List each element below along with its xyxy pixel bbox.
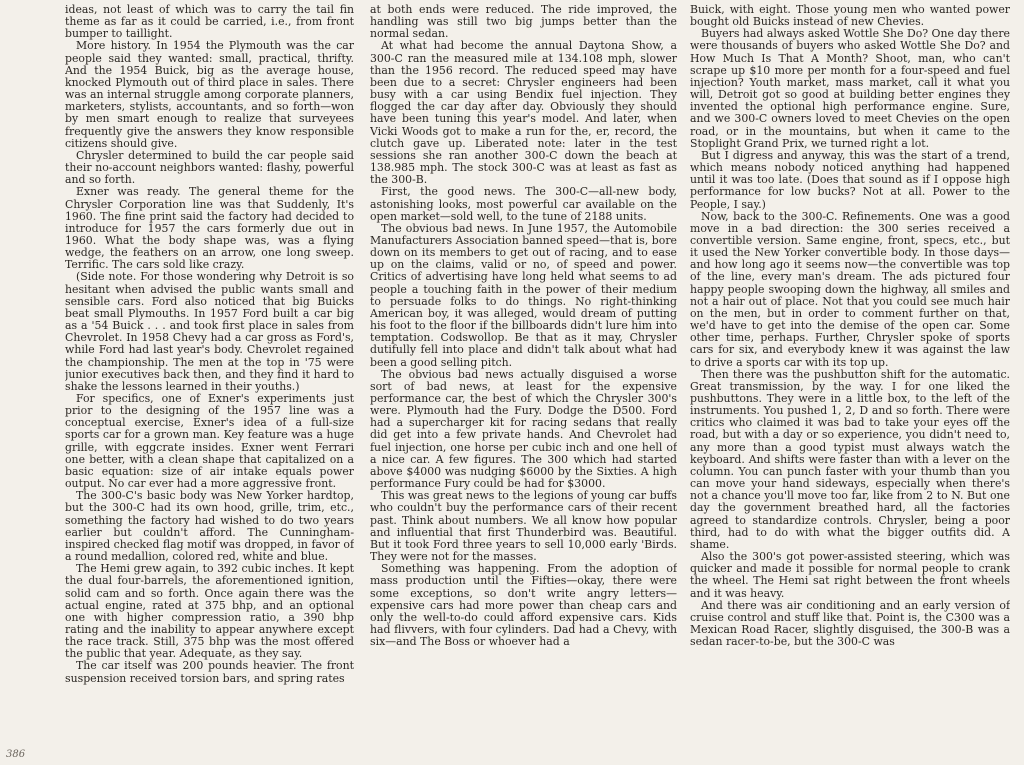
paragraph: At what had become the annual Daytona Show, a 300-C ran the measured mile at 134.108 mph, slower than the 1956 record. The reduced speed may have been due to a secret: Chrysler engineers had been busy with a car using Bendix fuel injection. They flogged the car day after day. Obviously they should have been tuning this year's model. And later, when Vicki Woods got to make a run for the, er, record, the clutch gave up. Liberated note: later in the test sessions she ran another 300-C down the beach at 138.985 mph. The stock 300-C was at least as fast as the 300-B.	[370, 39, 677, 187]
paragraph: More history. In 1954 the Plymouth was the car people said they wanted: small, practical, thrifty. And the 1954 Buick, big as the average house, knocked Plymouth out of third place in sales. There was an internal struggle among corporate planners, marketers, stylists, accountants, and so forth—won by men smart enough to realize that surveyees frequently give the answers they know responsible citizens should give.	[65, 39, 354, 150]
paragraph: Buick, with eight. Those young men who wanted power bought old Buicks instead of new Chevies.	[690, 4, 1010, 29]
text-column-1	[65, 4, 354, 765]
paragraph: Something was happening. From the adoption of mass production until the Fifties—okay, there were some exceptions, so don't write angry letters—expensive cars had more power than cheap cars and only the well-to-do could afford expensive cars. Kids had flivvers, with four cylinders. Dad had a Chevy, with six—and The Boss or whoever had a	[370, 562, 677, 649]
paragraph: The 300-C's basic body was New Yorker hardtop, but the 300-C had its own hood, grille, trim, etc., something the factory had wished to do two years earlier but couldn't afford. The Cunningham-inspired checked flag motif was dropped, in favor of a round medallion, colored red, white and blue.	[65, 489, 354, 564]
text-column-3	[690, 4, 1010, 765]
paragraph: (Side note. For those wondering why Detroit is so hesitant when advised the public wants small and sensible cars. Ford also noticed that big Buicks beat small Plymouths. In 1957 Ford built a car big as a '54 Buick . . . and took first place in sales from Chevrolet. In 1958 Chevy had a car gross as Ford's, while Ford had last year's body. Chevrolet regained the championship. The men at the top in '75 were junior executives back then, and they find it hard to shake the lessons learned in their youths.)	[65, 270, 354, 393]
paragraph: at both ends were reduced. The ride improved, the handling was still two big jumps better than the normal sedan.	[370, 4, 677, 41]
paragraph: The obvious bad news. In June 1957, the Automobile Manufacturers Association banned speed—that is, bore down on its members to get out of racing, and to ease up on the claims, valid or no, of speed and power. Critics of advertising have long held what seems to ad people a touching faith in the power of their medium to persuade folks to do things. No right-thinking American boy, it was alleged, would dream of putting his foot to the floor if the billboards didn't lure him into temptation. Codswollop. Be that as it may, Chrysler dutifully fell into place and didn't talk about what had been a good selling pitch.	[370, 221, 677, 369]
paragraph: For specifics, one of Exner's experiments just prior to the designing of the 1957 line was a conceptual exercise, Exner's idea of a full-size sports car for a grown man. Key feature was a huge grille, with eggcrate insides. Exner went Ferrari one better, with a clean shape that capitalized on a basic equation: size of air intake equals power output. No car ever had a more aggressive front.	[65, 392, 354, 491]
paragraph: And there was air conditioning and an early version of cruise control and stuff like that. Point is, the C300 was a Mexican Road Racer, slightly disguised, the 300-B was a sedan racer-to-be, but the 300-C was	[690, 598, 1010, 649]
paragraph: This was great news to the legions of young car buffs who couldn't buy the performance cars of their recent past. Think about numbers. We all know how popular and influential that first Thunderbird was. Beautiful. But it took Ford three years to sell 10,000 early 'Birds. They were not for the masses.	[370, 489, 677, 564]
paragraph: ideas, not least of which was to carry the tail fin theme as far as it could be carried, i.e., from front bumper to taillight.	[65, 4, 354, 41]
paragraph: Then there was the pushbutton shift for the automatic. Great transmission, by the way. I for one liked the pushbuttons. They were in a little box, to the left of the instruments. You pushed 1, 2, D and so forth. There were critics who claimed it was bad to take your eyes off the road, but with a day or so experience, you didn't need to, any more than a good typist must always watch the keyboard. And shifts were faster than with a lever on the column. You can punch faster with your thumb than you can move your hand sideways, especially when there's not a chance you'll move too far, like from 2 to N. But one day the government breathed hard, all the factories agreed to standardize controls. Chrysler, being a poor third, had to do with what the bigger outfits did. A shame.	[690, 367, 1010, 551]
paragraph: Chrysler determined to build the car people said their no-account neighbors wanted: flashy, powerful and so forth.	[65, 148, 354, 187]
paragraph: Buyers had always asked Wottle She Do? One day there were thousands of buyers who asked Wottle She Do? and How Much Is That A Month? Shoot, man, who can't scrape up $10 more per month for a four-speed and fuel injection? Youth market, mass market, call it what you will, Detroit got so good at building better engines they invented the optional high performance engine. Sure, and we 300-C owners loved to meet Chevies on the open road, or in the mountains, but when it came to the Stoplight Grand Prix, we turned right a lot.	[690, 27, 1010, 150]
paragraph: First, the good news. The 300-C—all-new body, astonishing looks, most powerful car available on the open market—sold well, to the tune of 2188 units.	[370, 185, 677, 223]
paragraph: Exner was ready. The general theme for the Chrysler Corporation line was that Suddenly, It's 1960. The fine print said the factory had decided to introduce for 1957 the cars formerly due out in 1960. What the body shape was, was a flying wedge, the feathers on an arrow, one long sweep. Terrific. The cars sold like crazy.	[65, 185, 354, 272]
text-column-2	[370, 4, 677, 765]
paragraph: The Hemi grew again, to 392 cubic inches. It kept the dual four-barrels, the aforementioned ignition, solid cam and so forth. Once again there was the actual engine, rated at 375 bhp, and an optional one with higher compression ratio, a 390 bhp rating and the inability to appear anywhere except the race track. Still, 375 bhp was the most offered the public that year. Adequate, as they say.	[65, 562, 354, 661]
paragraph: The car itself was 200 pounds heavier. The front suspension received torsion bars, and spring rates	[65, 659, 354, 685]
paragraph: Also the 300's got power-assisted steering, which was quicker and made it possible for normal people to crank the wheel. The Hemi sat right between the front wheels and it was heavy.	[690, 550, 1010, 600]
paragraph: Now, back to the 300-C. Refinements. One was a good move in a bad direction: the 300 series received a convertible version. Same engine, front, specs, etc., but it used the New Yorker convertible body. In those days—and how long ago it seems now—the convertible was top of the line, every man's dream. The ads pictured four happy people swooping down the highway, all smiles and not a hair out of place. Not that you could see much hair on the men, but in order to comment further on that, we'd have to get into the demise of the open car. Some other time, perhaps. Further, Chrysler spoke of sports cars for six, and everybody knew it was against the law to drive a sports car with its top up.	[690, 209, 1010, 369]
page-number: 386	[6, 749, 26, 760]
paragraph: The obvious bad news actually disguised a worse sort of bad news, at least for the expensive performance car, the best of which the Chrysler 300's were. Plymouth had the Fury. Dodge the D500. Ford had a supercharger kit for racing sedans that really did get into a few private hands. And Chevrolet had fuel injection, one horse per cubic inch and one hell of a nice car. A few figures. The 300 which had started above $4000 was nudging $6000 by the Sixties. A high performance Fury could be had for $3000.	[370, 367, 677, 491]
paragraph: But I digress and anyway, this was the start of a trend, which means nobody noticed anything had happened until it was too late. (Does that sound as if I oppose high performance for low bucks? Not at all. Power to the People, I say.)	[690, 148, 1010, 211]
